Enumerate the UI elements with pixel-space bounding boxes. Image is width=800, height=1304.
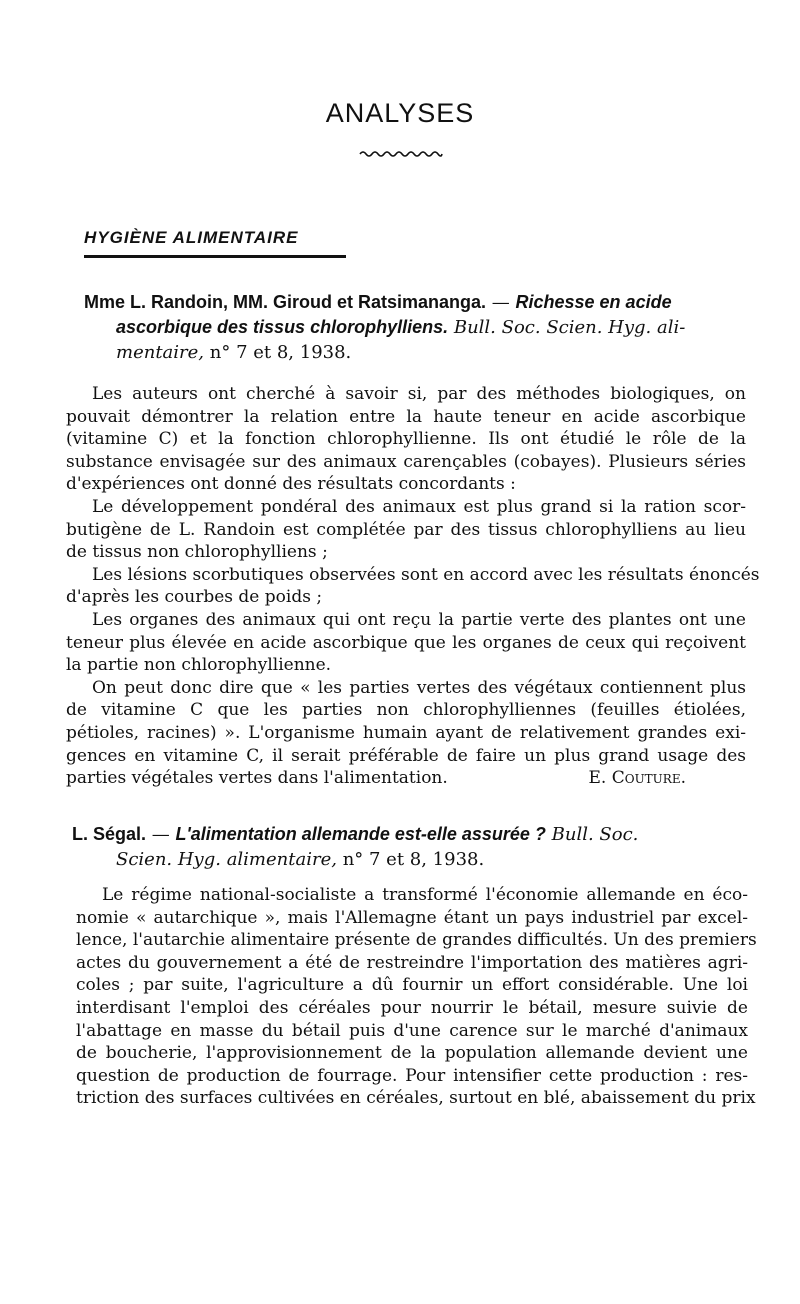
abstract-line: question de production de fourrage. Pour intensifier cette production : res-	[76, 1065, 748, 1086]
article-1-dash: —	[491, 292, 510, 313]
article-2-issue: n° 7 et 8, 1938.	[342, 849, 485, 870]
abstract-line: de tissus non chlorophylliens ;	[66, 542, 328, 563]
article-2-abstract	[76, 884, 757, 1110]
abstract-line: (vitamine C) et la fonction chlorophyllienne. Ils ont étudié le rôle de la	[66, 429, 746, 450]
abstract-line: teneur plus élevée en acide ascorbique que les organes de ceux qui reçoivent	[66, 632, 746, 653]
abstract-line: Les organes des animaux qui ont reçu la partie verte des plantes ont une	[92, 609, 746, 630]
abstract-line: substance envisagée sur des animaux carençables (cobayes). Plusieurs séries	[66, 451, 746, 472]
abstract-line: lence, l'autarchie alimentaire présente de grandes difficultés. Un des premiers	[76, 930, 757, 951]
article-1-abstract	[66, 383, 760, 790]
abstract-line: Les auteurs ont cherché à savoir si, par des méthodes biologiques, on	[92, 384, 746, 404]
abstract-line: pouvait démontrer la relation entre la haute teneur en acide ascorbique	[66, 406, 746, 427]
article-1-authors: Mme L. Randoin, MM. Giroud et Ratsimananga.	[84, 292, 487, 312]
article-1-source-a: Bull. Soc. Scien. Hyg. ali-	[453, 317, 686, 338]
abstract-line: triction des surfaces cultivées en céréales, surtout en blé, abaissement du prix	[76, 1088, 756, 1109]
abstract-line: d'expériences ont donné des résultats concordants :	[66, 474, 516, 495]
article-2-authors: L. Ségal.	[72, 824, 147, 844]
article-1-title-b: ascorbique des tissus chlorophylliens.	[116, 317, 449, 337]
abstract-line: coles ; par suite, l'agriculture a dû fournir un effort considérable. Une loi	[76, 975, 748, 996]
article-2-title: L'alimentation allemande est-elle assurée ?	[175, 824, 546, 844]
abstract-line: de boucherie, l'approvisionnement de la population allemande devient une	[76, 1043, 748, 1064]
abstract-line: nomie « autarchique », mais l'Allemagne étant un pays industriel par excel-	[76, 907, 748, 928]
signature: E. Couture.	[588, 768, 686, 789]
article-1-issue: n° 7 et 8, 1938.	[209, 342, 352, 363]
abstract-line: l'abattage en masse du bétail puis d'une carence sur le marché d'animaux	[76, 1020, 748, 1041]
article-1-reference	[84, 290, 756, 365]
article-1-title-a: Richesse en acide	[515, 292, 672, 312]
article-2-dash: —	[151, 824, 170, 845]
abstract-line: Les lésions scorbutiques observées sont en accord avec les résultats énoncés	[92, 564, 760, 585]
abstract-line: Le régime national-socialiste a transformé l'économie allemande en éco-	[102, 885, 748, 905]
article-2-source-b: Scien. Hyg. alimentaire,	[116, 849, 337, 870]
abstract-line: la partie non chlorophyllienne.	[66, 655, 332, 676]
abstract-line: butigène de L. Randoin est complétée par des tissus chlorophylliens au lieu	[66, 519, 746, 540]
page-title: ANALYSES	[325, 98, 475, 128]
abstract-line: gences en vitamine C, il serait préférable de faire un plus grand usage des	[66, 745, 746, 766]
article-2-reference	[72, 822, 744, 872]
abstract-line: On peut donc dire que « les parties vertes des végétaux contiennent plus	[92, 677, 746, 698]
abstract-line: d'après les courbes de poids ;	[66, 587, 323, 608]
abstract-line-last	[66, 767, 746, 790]
abstract-line: pétioles, racines) ». L'organisme humain ayant de relativement grandes exi-	[66, 722, 746, 743]
abstract-line: interdisant l'emploi des céréales pour nourrir le bétail, mesure suivie de	[76, 997, 748, 1018]
abstract-line: actes du gouvernement a été de restreindre l'importation des matières agri-	[76, 952, 748, 973]
wavy-ornament	[358, 148, 444, 160]
article-1-source-b: mentaire,	[116, 342, 205, 363]
abstract-line: Le développement pondéral des animaux est plus grand si la ration scor-	[92, 496, 746, 517]
section-heading: HYGIÈNE ALIMENTAIRE	[84, 228, 299, 247]
abstract-line: parties végétales vertes dans l'alimentation.	[66, 768, 448, 789]
article-2-source-a: Bull. Soc.	[551, 824, 639, 845]
section-underline	[84, 255, 346, 258]
abstract-line: de vitamine C que les parties non chlorophylliennes (feuilles étiolées,	[66, 700, 746, 721]
